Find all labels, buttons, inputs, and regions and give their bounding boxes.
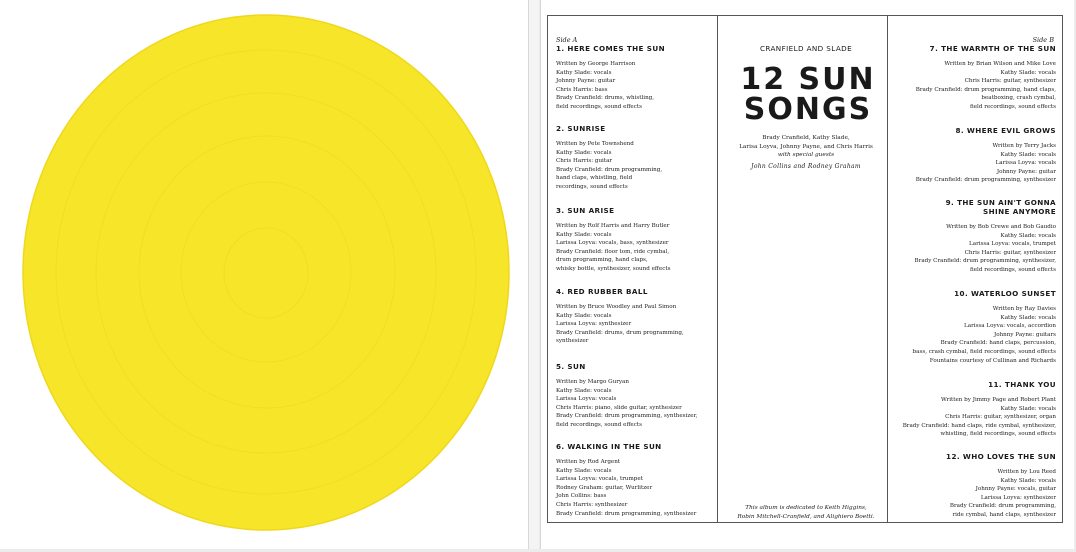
credit-line: Kathy Slade: vocals — [1000, 69, 1056, 76]
track-1 — [556, 44, 716, 112]
credit-line: Kathy Slade: vocals — [1000, 477, 1056, 484]
track-title-line: 9. THE SUN AIN'T GONNA — [945, 198, 1056, 207]
track-title — [556, 362, 716, 371]
track-7 — [896, 44, 1056, 112]
side-b-panel — [887, 15, 1063, 523]
credit-line: Brady Cranfield: drums, whistling, — [556, 95, 655, 102]
credit-line: Larissa Loyva: synthesizer — [980, 494, 1056, 501]
credit-line: field recordings, sound effects — [970, 103, 1056, 110]
credit-line: Written by Margo Guryan — [556, 379, 629, 385]
credit-line: field recordings, sound effects — [556, 421, 642, 428]
credit-line: Johnny Payne: guitar — [556, 78, 616, 85]
credit-line: Written by Rod Argent — [556, 459, 621, 465]
members-line-1: Brady Cranfield, Kathy Slade, — [762, 135, 850, 141]
track-title-line: 10. WATERLOO SUNSET — [954, 289, 1056, 298]
credit-line: ride cymbal, hand claps, synthesizer — [952, 511, 1056, 518]
yellow-sun-circle — [22, 14, 510, 531]
track-title-line: 4. RED RUBBER BALL — [556, 287, 648, 296]
credit-line: Larissa Loyva: vocals, trumpet — [556, 476, 643, 483]
track-credits — [556, 378, 716, 430]
credit-line: Written by Bob Crewe and Bob Gaudio — [946, 224, 1056, 230]
dedication-line-2: Robin Mitchell-Cranfield, and Alighiero Boetti. — [737, 514, 875, 520]
credit-line: Brady Cranfield: hand claps, percussion, — [940, 340, 1056, 347]
credit-line: Johnny Payne: guitar — [996, 168, 1056, 175]
credit-line: Kathy Slade: vocals — [1000, 405, 1056, 412]
side-b-label: Side B — [1032, 36, 1054, 44]
credit-line: Kathy Slade: vocals — [1000, 232, 1056, 239]
credit-line: Brady Cranfield: drum programming, — [949, 503, 1056, 510]
album-title-logo — [738, 61, 878, 123]
track-3 — [556, 206, 716, 274]
band-name: CRANFIELD AND SLADE — [759, 44, 853, 53]
credit-line: Brady Cranfield: floor tom, ride cymbal, — [556, 248, 670, 255]
track-title — [896, 126, 1056, 135]
credit-line: Chris Harris: bass — [556, 86, 608, 93]
track-title-line: 3. SUN ARISE — [556, 206, 615, 215]
track-title — [896, 380, 1056, 389]
credit-line: Written by Ray Davies — [992, 306, 1056, 312]
track-credits — [556, 458, 716, 518]
track-credits — [556, 140, 716, 192]
track-title — [896, 452, 1056, 461]
track-credits — [556, 60, 716, 112]
credit-line: Larissa Loyva: vocals, accordion — [964, 323, 1056, 330]
left-page — [0, 0, 529, 549]
credit-line: Larissa Loyva: vocals, trumpet — [969, 241, 1056, 248]
track-4 — [556, 287, 716, 346]
track-title-line: 6. WALKING IN THE SUN — [556, 442, 662, 451]
track-title — [556, 442, 716, 451]
credit-line: Rodney Graham: guitar, Wurlitzer — [556, 484, 653, 491]
album-title-line2: SONGS — [743, 92, 873, 123]
credit-line: Chris Harris: guitar — [556, 158, 613, 165]
album-title-line1: 12 SUN — [740, 62, 876, 97]
track-title — [556, 287, 716, 296]
credit-line: Kathy Slade: vocals — [556, 312, 612, 319]
track-title-line: 8. WHERE EVIL GROWS — [955, 126, 1056, 135]
credit-line: Written by Lou Reed — [997, 469, 1056, 475]
track-12 — [896, 452, 1056, 520]
track-credits — [896, 305, 1056, 365]
credit-line: Brady Cranfield: drum programming, synthesizer, — [914, 258, 1056, 265]
track-credits — [896, 468, 1056, 520]
track-10 — [896, 289, 1056, 365]
credit-line: Larissa Loyva: vocals — [556, 396, 617, 403]
credit-line: hand claps, whistling, field — [556, 175, 633, 182]
credit-line: Brady Cranfield: hand claps, ride cymbal, synthesizer, — [902, 422, 1056, 429]
track-title-line: 1. HERE COMES THE SUN — [556, 44, 665, 53]
credit-line: Kathy Slade: vocals — [556, 231, 612, 238]
track-6 — [556, 442, 716, 518]
track-credits — [896, 223, 1056, 275]
credit-line: Written by Pete Townshend — [556, 141, 634, 147]
track-title — [896, 44, 1056, 53]
track-2 — [556, 124, 716, 192]
credit-line: Chris Harris: piano, slide guitar, synthesizer — [556, 404, 682, 411]
track-title — [556, 44, 716, 53]
credit-line: beatboxing, crash cymbal, — [981, 95, 1056, 102]
credit-line: Written by Terry Jacks — [992, 143, 1056, 149]
track-9 — [896, 198, 1056, 275]
side-a-panel — [547, 15, 723, 523]
credit-line: Kathy Slade: vocals — [1000, 314, 1056, 321]
members-line-2: Larisa Loyva, Johnny Payne, and Chris Harris — [739, 144, 873, 150]
credit-line: Brady Cranfield: drum programming, hand claps, — [915, 86, 1056, 93]
credit-line: Fountains courtesy of Cullinan and Richards — [929, 357, 1056, 364]
credit-line: Brady Cranfield: drum programming, synthesizer — [915, 177, 1056, 184]
credit-line: Larissa Loyva: synthesizer — [556, 321, 632, 328]
credit-line: Chris Harris: guitar, synthesizer — [964, 78, 1056, 85]
track-title — [896, 289, 1056, 298]
album-info-panel — [717, 15, 893, 523]
credit-line: whisky bottle, synthesizer, sound effects — [556, 265, 671, 272]
credit-line: synthesizer — [556, 338, 589, 345]
credit-line: Johnny Payne: vocals, guitar — [975, 486, 1056, 493]
track-title — [556, 206, 716, 215]
credit-line: Written by Brian Wilson and Mike Love — [944, 61, 1056, 67]
credit-line: recordings, sound effects — [556, 183, 628, 190]
credit-line: Brady Cranfield: drums, drum programming, — [556, 329, 684, 336]
credit-line: Brady Cranfield: drum programming, synthesizer — [556, 510, 697, 517]
credit-line: Kathy Slade: vocals — [556, 387, 612, 394]
track-title-line: 12. WHO LOVES THE SUN — [946, 452, 1056, 461]
track-title — [556, 124, 716, 133]
credit-line: Written by Bruce Woodley and Paul Simon — [556, 304, 677, 310]
track-credits — [896, 396, 1056, 439]
credit-line: Johnny Payne: guitars — [993, 331, 1056, 338]
credit-line: drum programming, hand claps, — [556, 257, 648, 264]
credit-line: Kathy Slade: vocals — [556, 69, 612, 76]
book-gutter — [529, 0, 539, 549]
credit-line: Kathy Slade: vocals — [556, 467, 612, 474]
credit-line: Chris Harris: guitar, synthesizer, organ — [945, 414, 1056, 421]
credit-line: Written by Rolf Harris and Harry Butler — [556, 223, 670, 229]
credit-line: Kathy Slade: vocals — [556, 149, 612, 156]
credit-line: Larissa Loyva: vocals, bass, synthesizer — [556, 240, 669, 247]
credit-line: Chris Harris: synthesizer — [556, 501, 628, 508]
credit-line: Chris Harris: guitar, synthesizer — [964, 249, 1056, 256]
credit-line: Kathy Slade: vocals — [1000, 151, 1056, 158]
track-title-line: 7. THE WARMTH OF THE SUN — [929, 44, 1056, 53]
credit-line: Written by Jimmy Page and Robert Plant — [941, 397, 1056, 403]
track-credits — [896, 60, 1056, 112]
side-a-label: Side A — [556, 36, 578, 44]
track-5 — [556, 362, 716, 430]
guests-intro: with special guests — [777, 152, 835, 158]
track-title-line: SHINE ANYMORE — [983, 207, 1056, 216]
track-credits — [896, 142, 1056, 185]
special-guests: John Collins and Rodney Graham — [751, 163, 861, 170]
track-8 — [896, 126, 1056, 185]
band-members — [718, 134, 893, 152]
dedication — [718, 504, 893, 522]
track-title-line: 5. SUN — [556, 362, 586, 371]
credit-line: whistling, field recordings, sound effects — [940, 431, 1056, 438]
track-title — [896, 198, 1056, 216]
credit-line: Brady Cranfield: drum programming, synthesizer, — [556, 413, 698, 420]
credit-line: Written by George Harrison — [556, 61, 636, 67]
track-credits — [556, 303, 716, 346]
dedication-line-1: This album is dedicated to Keith Higgins, — [745, 505, 867, 511]
track-credits — [556, 222, 716, 274]
credit-line: Brady Cranfield: drum programming, — [556, 166, 663, 173]
credit-line: Larissa Loyva: vocals — [995, 160, 1056, 167]
credit-line: field recordings, sound effects — [970, 266, 1056, 273]
track-11 — [896, 380, 1056, 439]
credit-line: bass, crash cymbal, field recordings, sound effects — [912, 348, 1056, 355]
credit-line: field recordings, sound effects — [556, 103, 642, 110]
track-title-line: 11. THANK YOU — [988, 380, 1056, 389]
credit-line: John Collins: bass — [556, 493, 607, 500]
track-title-line: 2. SUNRISE — [556, 124, 606, 133]
